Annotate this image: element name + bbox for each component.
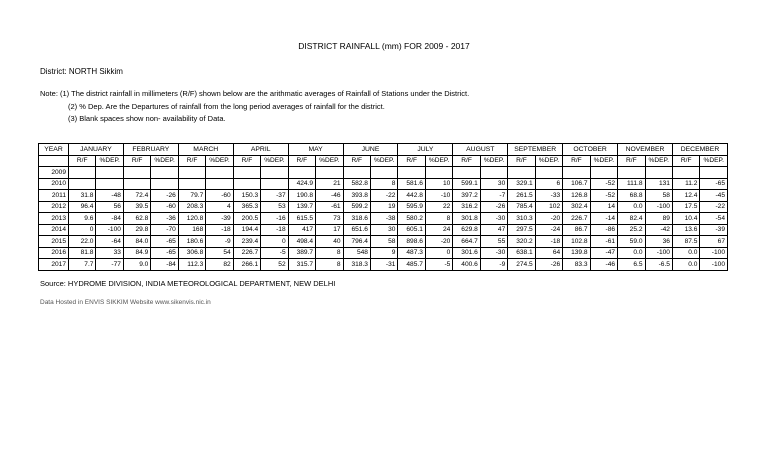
rf-cell: 139.8 bbox=[563, 247, 590, 259]
rf-cell: 400.6 bbox=[453, 259, 480, 271]
dep-cell: -14 bbox=[590, 213, 617, 225]
dep-cell: 54 bbox=[206, 247, 233, 259]
dep-cell: 102 bbox=[535, 201, 562, 213]
rf-cell: 112.3 bbox=[178, 259, 205, 271]
dep-header: %DEP. bbox=[700, 155, 728, 167]
dep-cell: 17 bbox=[316, 224, 343, 236]
year-cell: 2011 bbox=[39, 190, 69, 202]
hosted-note: Data Hosted in ENVIS SIKKIM Website www.sikenvis.nic.in bbox=[40, 299, 211, 306]
rf-cell: 301.6 bbox=[453, 247, 480, 259]
month-header: AUGUST bbox=[453, 144, 508, 156]
dep-cell: 22 bbox=[425, 201, 452, 213]
dep-cell: 6 bbox=[535, 178, 562, 190]
rf-cell: 39.5 bbox=[123, 201, 150, 213]
month-header: MAY bbox=[288, 144, 343, 156]
rf-cell bbox=[288, 167, 315, 179]
dep-cell bbox=[206, 167, 233, 179]
rf-cell: 59.0 bbox=[618, 236, 645, 248]
dep-cell: -24 bbox=[535, 224, 562, 236]
dep-cell: -52 bbox=[590, 178, 617, 190]
year-header: YEAR bbox=[39, 144, 69, 156]
rf-header: R/F bbox=[672, 155, 699, 167]
dep-cell: -38 bbox=[370, 213, 397, 225]
rf-cell: 190.8 bbox=[288, 190, 315, 202]
dep-cell: -60 bbox=[206, 190, 233, 202]
dep-cell: -30 bbox=[480, 247, 507, 259]
rf-cell: 318.3 bbox=[343, 259, 370, 271]
rf-cell: 86.7 bbox=[563, 224, 590, 236]
table-row bbox=[39, 167, 728, 179]
rf-cell: 22.0 bbox=[69, 236, 96, 248]
document-title: DISTRICT RAINFALL (mm) FOR 2009 - 2017 bbox=[298, 41, 470, 51]
year-cell: 2017 bbox=[39, 259, 69, 271]
dep-cell bbox=[425, 167, 452, 179]
dep-cell: -46 bbox=[590, 259, 617, 271]
rf-cell: 81.8 bbox=[69, 247, 96, 259]
rf-cell: 200.5 bbox=[233, 213, 260, 225]
dep-cell: -18 bbox=[261, 224, 288, 236]
rf-cell: 239.4 bbox=[233, 236, 260, 248]
rf-cell: 442.8 bbox=[398, 190, 425, 202]
dep-cell: 19 bbox=[370, 201, 397, 213]
rf-cell bbox=[453, 167, 480, 179]
rf-cell: 7.7 bbox=[69, 259, 96, 271]
month-header: JANUARY bbox=[69, 144, 124, 156]
month-header: NOVEMBER bbox=[618, 144, 673, 156]
rf-cell bbox=[233, 178, 260, 190]
dep-cell bbox=[645, 167, 672, 179]
year-cell: 2009 bbox=[39, 167, 69, 179]
dep-cell bbox=[535, 167, 562, 179]
dep-cell: 33 bbox=[96, 247, 123, 259]
dep-cell: 58 bbox=[645, 190, 672, 202]
dep-cell: -33 bbox=[535, 190, 562, 202]
rf-cell: 111.8 bbox=[618, 178, 645, 190]
dep-cell: -100 bbox=[645, 247, 672, 259]
rf-header: R/F bbox=[123, 155, 150, 167]
year-cell: 2015 bbox=[39, 236, 69, 248]
month-header: JULY bbox=[398, 144, 453, 156]
rf-cell: 83.3 bbox=[563, 259, 590, 271]
dep-cell: -18 bbox=[206, 224, 233, 236]
dep-cell: 8 bbox=[316, 247, 343, 259]
dep-cell: -20 bbox=[535, 213, 562, 225]
rf-cell: 365.3 bbox=[233, 201, 260, 213]
dep-cell bbox=[316, 167, 343, 179]
dep-cell: 53 bbox=[261, 201, 288, 213]
rf-cell: 580.2 bbox=[398, 213, 425, 225]
dep-cell: 82 bbox=[206, 259, 233, 271]
rf-cell bbox=[563, 167, 590, 179]
sub-header-row bbox=[39, 155, 728, 167]
dep-cell: -22 bbox=[700, 201, 728, 213]
dep-cell: 0 bbox=[261, 236, 288, 248]
rf-cell: 796.4 bbox=[343, 236, 370, 248]
source-line: Source: HYDROME DIVISION, INDIA METEOROLOGICAL DEPARTMENT, NEW DELHI bbox=[40, 279, 336, 288]
dep-header: %DEP. bbox=[645, 155, 672, 167]
rf-cell bbox=[178, 167, 205, 179]
table-row bbox=[39, 201, 728, 213]
month-header: OCTOBER bbox=[563, 144, 618, 156]
table-row bbox=[39, 224, 728, 236]
dep-cell: -20 bbox=[425, 236, 452, 248]
dep-cell: -37 bbox=[261, 190, 288, 202]
dep-cell bbox=[151, 167, 178, 179]
rf-cell: 306.8 bbox=[178, 247, 205, 259]
rf-header: R/F bbox=[178, 155, 205, 167]
dep-cell: -100 bbox=[96, 224, 123, 236]
year-cell: 2016 bbox=[39, 247, 69, 259]
month-header: APRIL bbox=[233, 144, 288, 156]
dep-cell: -9 bbox=[206, 236, 233, 248]
dep-header: %DEP. bbox=[535, 155, 562, 167]
rf-cell: 615.5 bbox=[288, 213, 315, 225]
dep-cell: 14 bbox=[590, 201, 617, 213]
rf-cell: 208.3 bbox=[178, 201, 205, 213]
rf-cell: 10.4 bbox=[672, 213, 699, 225]
month-header: DECEMBER bbox=[672, 144, 727, 156]
rf-cell: 297.5 bbox=[508, 224, 535, 236]
rf-cell: 139.7 bbox=[288, 201, 315, 213]
dep-cell: -61 bbox=[316, 201, 343, 213]
dep-header: %DEP. bbox=[480, 155, 507, 167]
rf-cell bbox=[233, 167, 260, 179]
dep-cell: -65 bbox=[151, 247, 178, 259]
rf-cell: 485.7 bbox=[398, 259, 425, 271]
dep-cell: -39 bbox=[206, 213, 233, 225]
rf-cell: 13.6 bbox=[672, 224, 699, 236]
table-row bbox=[39, 236, 728, 248]
dep-cell bbox=[370, 167, 397, 179]
notes-block bbox=[40, 88, 469, 126]
dep-cell: -84 bbox=[151, 259, 178, 271]
dep-cell: 36 bbox=[645, 236, 672, 248]
rf-cell: 0.0 bbox=[672, 259, 699, 271]
rf-header: R/F bbox=[69, 155, 96, 167]
dep-cell: -30 bbox=[480, 213, 507, 225]
rf-cell: 582.8 bbox=[343, 178, 370, 190]
month-header-row bbox=[39, 144, 728, 156]
dep-cell: 10 bbox=[425, 178, 452, 190]
dep-cell: -52 bbox=[590, 190, 617, 202]
rf-cell: 785.4 bbox=[508, 201, 535, 213]
rf-cell: 12.4 bbox=[672, 190, 699, 202]
dep-cell: -22 bbox=[370, 190, 397, 202]
dep-cell: -48 bbox=[96, 190, 123, 202]
dep-cell: 24 bbox=[425, 224, 452, 236]
dep-cell: -61 bbox=[590, 236, 617, 248]
dep-cell: 67 bbox=[700, 236, 728, 248]
dep-cell: 8 bbox=[316, 259, 343, 271]
dep-cell: -26 bbox=[535, 259, 562, 271]
rf-cell: 0.0 bbox=[672, 247, 699, 259]
dep-cell: 64 bbox=[535, 247, 562, 259]
rf-header: R/F bbox=[398, 155, 425, 167]
dep-cell: -47 bbox=[590, 247, 617, 259]
rf-cell: 150.3 bbox=[233, 190, 260, 202]
rf-cell: 68.8 bbox=[618, 190, 645, 202]
dep-cell: -7 bbox=[480, 190, 507, 202]
dep-cell: -64 bbox=[96, 236, 123, 248]
rf-cell: 629.8 bbox=[453, 224, 480, 236]
rf-cell: 226.7 bbox=[233, 247, 260, 259]
table-row bbox=[39, 178, 728, 190]
rf-cell bbox=[69, 167, 96, 179]
dep-cell bbox=[261, 178, 288, 190]
dep-cell: 30 bbox=[480, 178, 507, 190]
rf-cell bbox=[398, 167, 425, 179]
table-row bbox=[39, 259, 728, 271]
rf-cell: 9.6 bbox=[69, 213, 96, 225]
rf-cell: 393.8 bbox=[343, 190, 370, 202]
dep-cell: -16 bbox=[261, 213, 288, 225]
rf-cell bbox=[672, 167, 699, 179]
dep-cell: -60 bbox=[151, 201, 178, 213]
dep-header: %DEP. bbox=[206, 155, 233, 167]
dep-cell: 131 bbox=[645, 178, 672, 190]
rf-cell: 498.4 bbox=[288, 236, 315, 248]
rf-cell bbox=[178, 178, 205, 190]
dep-cell: -100 bbox=[700, 247, 728, 259]
dep-cell bbox=[261, 167, 288, 179]
rf-cell: 31.8 bbox=[69, 190, 96, 202]
rf-cell: 389.7 bbox=[288, 247, 315, 259]
rf-cell: 25.2 bbox=[618, 224, 645, 236]
dep-cell: -36 bbox=[151, 213, 178, 225]
rf-cell: 329.1 bbox=[508, 178, 535, 190]
rf-header: R/F bbox=[453, 155, 480, 167]
dep-cell: -86 bbox=[590, 224, 617, 236]
dep-header: %DEP. bbox=[425, 155, 452, 167]
year-cell: 2012 bbox=[39, 201, 69, 213]
rf-cell: 96.4 bbox=[69, 201, 96, 213]
rf-cell: 82.4 bbox=[618, 213, 645, 225]
rf-cell: 302.4 bbox=[563, 201, 590, 213]
dep-cell bbox=[96, 178, 123, 190]
year-cell: 2013 bbox=[39, 213, 69, 225]
dep-header: %DEP. bbox=[261, 155, 288, 167]
dep-cell: -65 bbox=[700, 178, 728, 190]
rf-cell: 194.4 bbox=[233, 224, 260, 236]
rf-cell: 595.9 bbox=[398, 201, 425, 213]
rf-cell: 664.7 bbox=[453, 236, 480, 248]
note-3: (3) Blank spaces show non- availability of Data. bbox=[68, 114, 226, 123]
dep-cell bbox=[151, 178, 178, 190]
dep-cell: 40 bbox=[316, 236, 343, 248]
rf-cell: 0.0 bbox=[618, 201, 645, 213]
rf-cell: 120.8 bbox=[178, 213, 205, 225]
dep-cell: -26 bbox=[151, 190, 178, 202]
rf-cell: 638.1 bbox=[508, 247, 535, 259]
rf-cell: 548 bbox=[343, 247, 370, 259]
month-header: JUNE bbox=[343, 144, 398, 156]
table-row bbox=[39, 247, 728, 259]
rf-cell bbox=[508, 167, 535, 179]
dep-cell: -9 bbox=[480, 259, 507, 271]
dep-header: %DEP. bbox=[316, 155, 343, 167]
rf-cell bbox=[343, 167, 370, 179]
table-row bbox=[39, 190, 728, 202]
dep-cell: 30 bbox=[370, 224, 397, 236]
rf-cell: 87.5 bbox=[672, 236, 699, 248]
rf-cell: 599.2 bbox=[343, 201, 370, 213]
rf-header: R/F bbox=[563, 155, 590, 167]
dep-cell: -5 bbox=[261, 247, 288, 259]
dep-header: %DEP. bbox=[96, 155, 123, 167]
dep-cell: 52 bbox=[261, 259, 288, 271]
rf-cell: 397.2 bbox=[453, 190, 480, 202]
rf-cell: 168 bbox=[178, 224, 205, 236]
dep-cell: 73 bbox=[316, 213, 343, 225]
dep-cell: 0 bbox=[425, 247, 452, 259]
dep-cell bbox=[700, 167, 728, 179]
rf-cell: 417 bbox=[288, 224, 315, 236]
dep-cell: -77 bbox=[96, 259, 123, 271]
dep-cell bbox=[206, 178, 233, 190]
rf-cell: 9.0 bbox=[123, 259, 150, 271]
dep-header: %DEP. bbox=[151, 155, 178, 167]
rf-cell: 599.1 bbox=[453, 178, 480, 190]
rf-cell: 301.8 bbox=[453, 213, 480, 225]
rf-cell: 11.2 bbox=[672, 178, 699, 190]
rf-cell: 62.8 bbox=[123, 213, 150, 225]
rf-header: R/F bbox=[508, 155, 535, 167]
rf-cell: 898.6 bbox=[398, 236, 425, 248]
dep-cell: 89 bbox=[645, 213, 672, 225]
rf-cell: 180.6 bbox=[178, 236, 205, 248]
dep-cell: -42 bbox=[645, 224, 672, 236]
dep-cell: -54 bbox=[700, 213, 728, 225]
rf-cell bbox=[123, 178, 150, 190]
dep-cell: 47 bbox=[480, 224, 507, 236]
rf-cell: 6.5 bbox=[618, 259, 645, 271]
dep-cell: -26 bbox=[480, 201, 507, 213]
rf-cell: 581.6 bbox=[398, 178, 425, 190]
dep-cell: 58 bbox=[370, 236, 397, 248]
rf-cell: 318.6 bbox=[343, 213, 370, 225]
note-2: (2) % Dep. Are the Departures of rainfall from the long period averages of rainfall for the district. bbox=[68, 101, 385, 111]
rf-cell: 84.0 bbox=[123, 236, 150, 248]
dep-cell: 4 bbox=[206, 201, 233, 213]
rf-cell: 0.0 bbox=[618, 247, 645, 259]
year-cell: 2010 bbox=[39, 178, 69, 190]
dep-cell: 8 bbox=[425, 213, 452, 225]
dep-cell bbox=[590, 167, 617, 179]
rf-header: R/F bbox=[343, 155, 370, 167]
dep-header: %DEP. bbox=[590, 155, 617, 167]
month-header: SEPTEMBER bbox=[508, 144, 563, 156]
dep-cell bbox=[480, 167, 507, 179]
dep-cell: -70 bbox=[151, 224, 178, 236]
rf-cell: 102.8 bbox=[563, 236, 590, 248]
dep-cell bbox=[96, 167, 123, 179]
rf-cell: 316.2 bbox=[453, 201, 480, 213]
note-1: Note: (1) The district rainfall in millimeters (R/F) shown below are the arithmatic averages of Rainfall of Stations under the District. bbox=[40, 89, 470, 98]
dep-cell: -39 bbox=[700, 224, 728, 236]
rf-cell: 226.7 bbox=[563, 213, 590, 225]
rf-header: R/F bbox=[233, 155, 260, 167]
rf-cell: 651.6 bbox=[343, 224, 370, 236]
dep-cell: -100 bbox=[645, 201, 672, 213]
month-header: FEBRUARY bbox=[123, 144, 178, 156]
dep-cell: -84 bbox=[96, 213, 123, 225]
rf-cell: 126.8 bbox=[563, 190, 590, 202]
rf-cell: 487.3 bbox=[398, 247, 425, 259]
dep-cell: -46 bbox=[316, 190, 343, 202]
dep-cell: -6.5 bbox=[645, 259, 672, 271]
dep-cell: 9 bbox=[370, 247, 397, 259]
dep-cell: -45 bbox=[700, 190, 728, 202]
dep-header: %DEP. bbox=[370, 155, 397, 167]
dep-cell: -10 bbox=[425, 190, 452, 202]
dep-cell: 56 bbox=[96, 201, 123, 213]
dep-cell: -18 bbox=[535, 236, 562, 248]
rf-cell: 320.2 bbox=[508, 236, 535, 248]
dep-cell: 55 bbox=[480, 236, 507, 248]
rf-cell: 84.9 bbox=[123, 247, 150, 259]
rf-cell bbox=[123, 167, 150, 179]
rf-cell: 0 bbox=[69, 224, 96, 236]
rf-header: R/F bbox=[288, 155, 315, 167]
rf-cell bbox=[69, 178, 96, 190]
month-header: MARCH bbox=[178, 144, 233, 156]
district-label: District: NORTH Sikkim bbox=[40, 67, 123, 76]
table-row bbox=[39, 213, 728, 225]
rf-cell: 266.1 bbox=[233, 259, 260, 271]
rainfall-table bbox=[38, 143, 728, 271]
rf-cell: 315.7 bbox=[288, 259, 315, 271]
dep-cell: -31 bbox=[370, 259, 397, 271]
dep-cell: -5 bbox=[425, 259, 452, 271]
rf-header: R/F bbox=[618, 155, 645, 167]
blank-cell bbox=[39, 155, 69, 167]
dep-cell: 8 bbox=[370, 178, 397, 190]
rf-cell: 274.5 bbox=[508, 259, 535, 271]
dep-cell: -65 bbox=[151, 236, 178, 248]
rf-cell: 106.7 bbox=[563, 178, 590, 190]
dep-cell: -100 bbox=[700, 259, 728, 271]
rf-cell: 605.1 bbox=[398, 224, 425, 236]
rf-cell: 261.5 bbox=[508, 190, 535, 202]
rf-cell: 72.4 bbox=[123, 190, 150, 202]
year-cell: 2014 bbox=[39, 224, 69, 236]
rf-cell bbox=[618, 167, 645, 179]
dep-cell: 21 bbox=[316, 178, 343, 190]
rf-cell: 79.7 bbox=[178, 190, 205, 202]
rf-cell: 29.8 bbox=[123, 224, 150, 236]
rf-cell: 424.9 bbox=[288, 178, 315, 190]
rf-cell: 17.5 bbox=[672, 201, 699, 213]
rf-cell: 310.3 bbox=[508, 213, 535, 225]
